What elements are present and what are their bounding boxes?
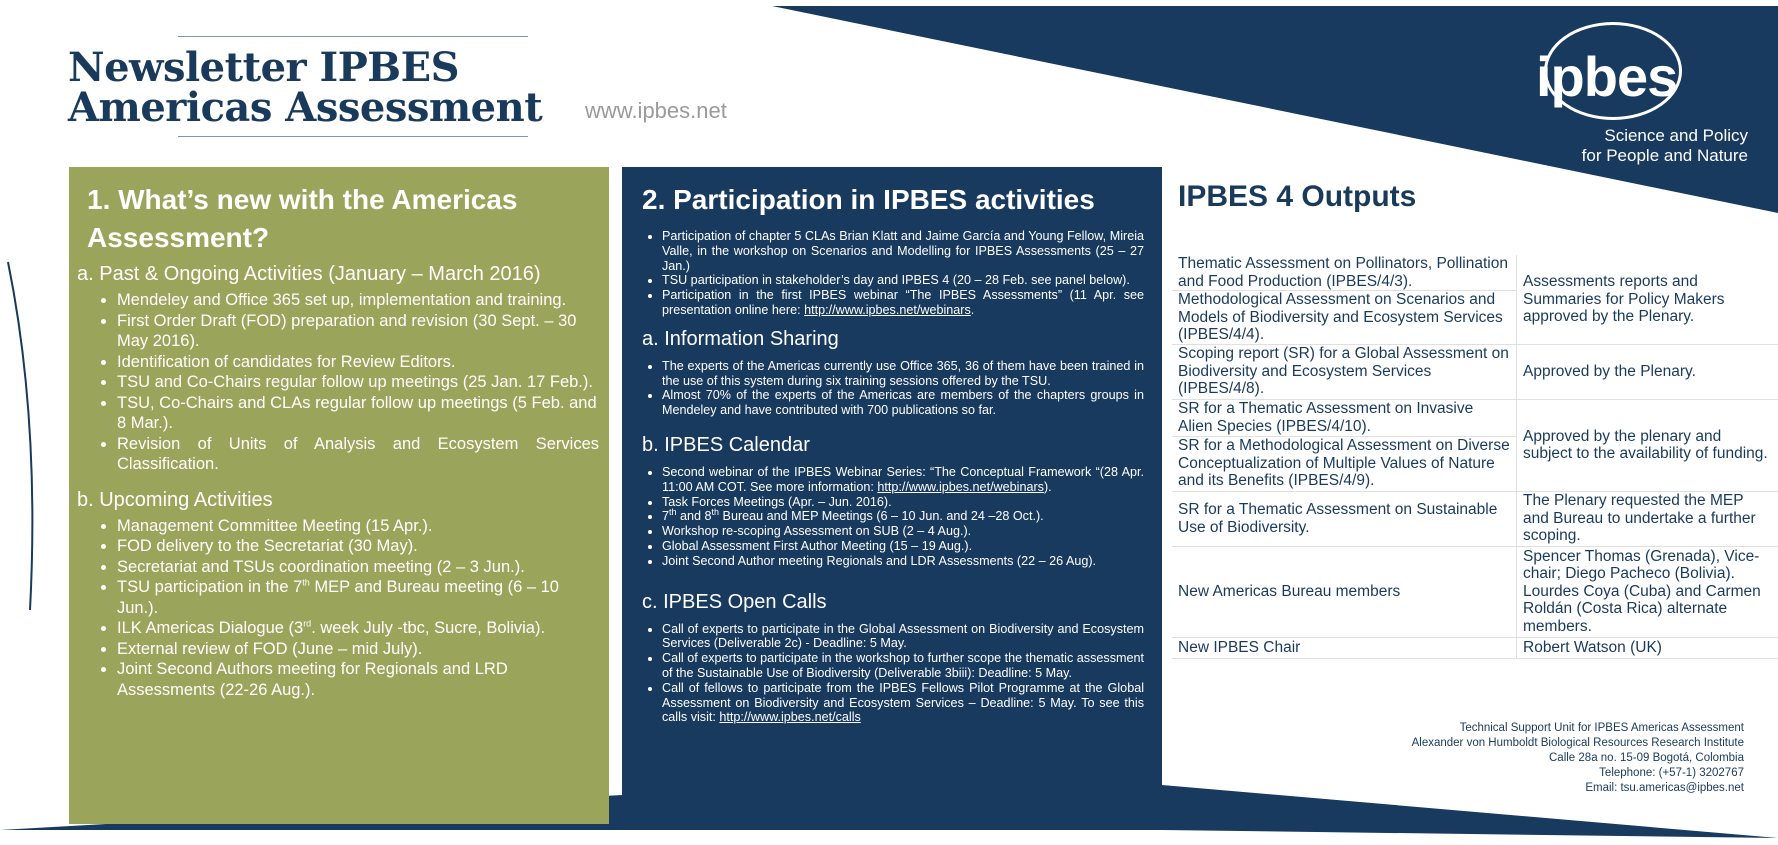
outputs-title: IPBES 4 Outputs (1178, 180, 1417, 213)
list-item: • The experts of the Americas currently use Office 365, 36 of them have been trained in the use of this system during six training sessions offered by the TSU. (662, 359, 1144, 389)
past-activities-heading: a. Past & Ongoing Activities (January – March 2016) (77, 263, 541, 285)
footer-email[interactable]: Email: tsu.americas@ipbes.net (1585, 782, 1744, 794)
ordinal-suffix: th (711, 507, 720, 518)
footer-line: Telephone: (+57-1) 3202767 (1599, 767, 1744, 779)
table-cell: New Americas Bureau members (1172, 546, 1517, 637)
past-activities-list (77, 290, 599, 475)
footer-line: Alexander von Humboldt Biological Resources Research Institute (1411, 737, 1744, 749)
section1-title: 1. What’s new with the Americas Assessment? (87, 184, 518, 253)
participation-list (622, 229, 1144, 318)
list-item: • TSU, Co-Chairs and CLAs regular follow up meetings (5 Feb. and 8 Mar.). (117, 393, 599, 434)
footer-line: Calle 28a no. 15-09 Bogotá, Colombia (1549, 752, 1744, 764)
list-item: • Global Assessment First Author Meeting (15 – 19 Aug.). (662, 539, 1144, 554)
title-line-1: Newsletter IPBES (68, 44, 459, 91)
table-cell: SR for a Thematic Assessment on Sustainable Use of Biodiversity. (1172, 491, 1517, 546)
table-cell: Scoping report (SR) for a Global Assessment on Biodiversity and Ecosystem Services (IPBES/4/8). (1172, 344, 1517, 399)
table-cell: SR for a Thematic Assessment on Invasive Alien Species (IPBES/4/10). (1172, 399, 1517, 436)
calls-link[interactable]: http://www.ipbes.net/calls (719, 710, 861, 725)
section-participation-panel (622, 167, 1162, 830)
list-item: • Secretariat and TSUs coordination meeting (2 – 3 Jun.). (117, 557, 599, 578)
logo-tagline-1: Science and Policy (1604, 126, 1748, 145)
table-row (1172, 344, 1778, 399)
list-item: • Joint Second Author meeting Regionals and LDR Assessments (22 – 26 Aug). (662, 554, 1144, 569)
left-edge-arc (8, 262, 32, 610)
table-row (1172, 546, 1778, 637)
website-url[interactable]: www.ipbes.net (585, 98, 727, 123)
table-cell: Spencer Thomas (Grenada), Vice-chair; Diego Pacheco (Bolivia). Lourdes Coya (Cuba) and Carmen Roldán (Costa Rica) alternate members. (1517, 546, 1778, 637)
ipbes-logo: ipbes (1536, 45, 1678, 108)
list-item: • ILK Americas Dialogue (3rd. week July -tbc, Sucre, Bolivia). (117, 618, 599, 639)
table-cell: Methodological Assessment on Scenarios and Models of Biodiversity and Ecosystem Services (IPBES/4/4). (1172, 291, 1517, 345)
open-calls-heading: c. IPBES Open Calls (642, 590, 827, 613)
table-row (1172, 255, 1778, 291)
ordinal-suffix: th (302, 577, 310, 588)
list-item: • Call of experts to participate in the Global Assessment on Biodiversity and Ecosystem Services (Deliverable 2c) - Deadline: 5 May. (662, 622, 1144, 652)
section2-title: 2. Participation in IPBES activities (642, 184, 1095, 215)
title-line-2: Americas Assessment (68, 84, 543, 131)
table-cell: New IPBES Chair (1172, 637, 1517, 658)
list-item: • First Order Draft (FOD) preparation and revision (30 Sept. – 30 May 2016). (117, 311, 599, 352)
list-item (662, 681, 1144, 725)
list-item: • Joint Second Authors meeting for Regionals and LRD Assessments (22-26 Aug.). (117, 659, 599, 700)
footer-line: Technical Support Unit for IPBES Americas Assessment (1459, 722, 1744, 734)
info-sharing-heading: a. Information Sharing (642, 327, 839, 350)
open-calls-list (622, 622, 1144, 726)
list-item: • FOD delivery to the Secretariat (30 May). (117, 536, 599, 557)
list-item: • 7th and 8th Bureau and MEP Meetings (6 – 10 Jun. and 24 –28 Oct.). (662, 509, 1144, 524)
webinars-link[interactable]: http://www.ipbes.net/webinars (804, 302, 971, 317)
list-item-text: Second webinar of the IPBES Webinar Series: “The Conceptual Framework “(28 Apr. 11:00 AM COT. See more information: (662, 464, 1144, 494)
list-item: • Revision of Units of Analysis and Ecosystem Services Classification. (117, 434, 599, 475)
table-cell: The Plenary requested the MEP and Bureau to undertake a further scoping. (1517, 491, 1778, 546)
title-rule-top (178, 36, 528, 37)
list-item: • Identification of candidates for Review Editors. (117, 352, 599, 373)
outputs-table (1172, 255, 1778, 659)
list-item: • Mendeley and Office 365 set up, implementation and training. (117, 290, 599, 311)
table-cell: Approved by the plenary and subject to the availability of funding. (1517, 399, 1778, 491)
list-item: • Workshop re-scoping Assessment on SUB (2 – 4 Aug.). (662, 524, 1144, 539)
logo-tagline-2: for People and Nature (1581, 146, 1748, 165)
info-sharing-list (622, 359, 1144, 418)
webinars-link-2[interactable]: http://www.ipbes.net/webinars (877, 479, 1044, 494)
list-item: • Participation of chapter 5 CLAs Brian Klatt and Jaime García and Young Fellow, Mireia Valle, in the workshop on Scenarios and Modelling for IPBES Assessments (25 – 27 Jan.) (662, 229, 1144, 273)
contact-footer (1412, 721, 1744, 796)
list-item: • Participation in the first IPBES webinar “The IPBES Assessments” (11 Apr. see presentation online here: http://www.ipbes.net/webinars. (662, 288, 1144, 318)
table-cell: Assessments reports and Summaries for Policy Makers approved by the Plenary. (1517, 255, 1778, 344)
upcoming-activities-list (77, 516, 599, 701)
list-item: • Management Committee Meeting (15 Apr.). (117, 516, 599, 537)
upcoming-activities-heading: b. Upcoming Activities (77, 488, 273, 511)
table-cell: Robert Watson (UK) (1517, 637, 1778, 658)
ordinal-suffix: th (669, 507, 677, 518)
table-row (1172, 491, 1778, 546)
list-item: • External review of FOD (June – mid July). (117, 639, 599, 660)
ordinal-suffix: rd (303, 618, 312, 629)
calendar-list (622, 465, 1144, 569)
table-cell: SR for a Methodological Assessment on Diverse Conceptualization of Multiple Values of Nature and its Benefits (IPBES/4/9). (1172, 436, 1517, 491)
list-item-text: Call of fellows to participate from the IPBES Fellows Pilot Programme at the Global Assessment on Biodiversity and Ecosystem Services – Deadline: 5 May. To see this calls visit: (662, 680, 1144, 725)
list-item: • Task Forces Meetings (Apr. – Jun. 2016). (662, 495, 1144, 510)
table-row (1172, 637, 1778, 658)
list-item: • Second webinar of the IPBES Webinar Series: “The Conceptual Framework “(28 Apr. 11:00 AM COT. See more information: http://www.ipbes.net/webinars). (662, 465, 1144, 495)
list-item: • Call of experts to participate in the workshop to further scope the thematic assessment of the Sustainable Use of Biodiversity (Deliverable 3biii): Deadline: 5 May. (662, 651, 1144, 681)
section-whats-new-panel (69, 167, 609, 824)
list-item: • TSU participation in stakeholder’s day and IPBES 4 (20 – 28 Feb. see panel below). (662, 273, 1144, 288)
table-cell: Approved by the Plenary. (1517, 344, 1778, 399)
table-row (1172, 399, 1778, 436)
table-cell: Thematic Assessment on Pollinators, Pollination and Food Production (IPBES/4/3). (1172, 255, 1517, 291)
list-item: • TSU and Co-Chairs regular follow up meetings (25 Jan. 17 Feb.). (117, 372, 599, 393)
title-rule-bottom (178, 136, 528, 137)
calendar-heading: b. IPBES Calendar (642, 433, 810, 456)
list-item: • Almost 70% of the experts of the Americas are members of the chapters groups in Mendeley and have contributed with 700 publications so far. (662, 388, 1144, 418)
list-item-text: Participation in the first IPBES webinar “The IPBES Assessments” (11 Apr. see presentation online here: (662, 288, 1144, 317)
list-item: • TSU participation in the 7th MEP and Bureau meeting (6 – 10 Jun.). (117, 577, 599, 618)
